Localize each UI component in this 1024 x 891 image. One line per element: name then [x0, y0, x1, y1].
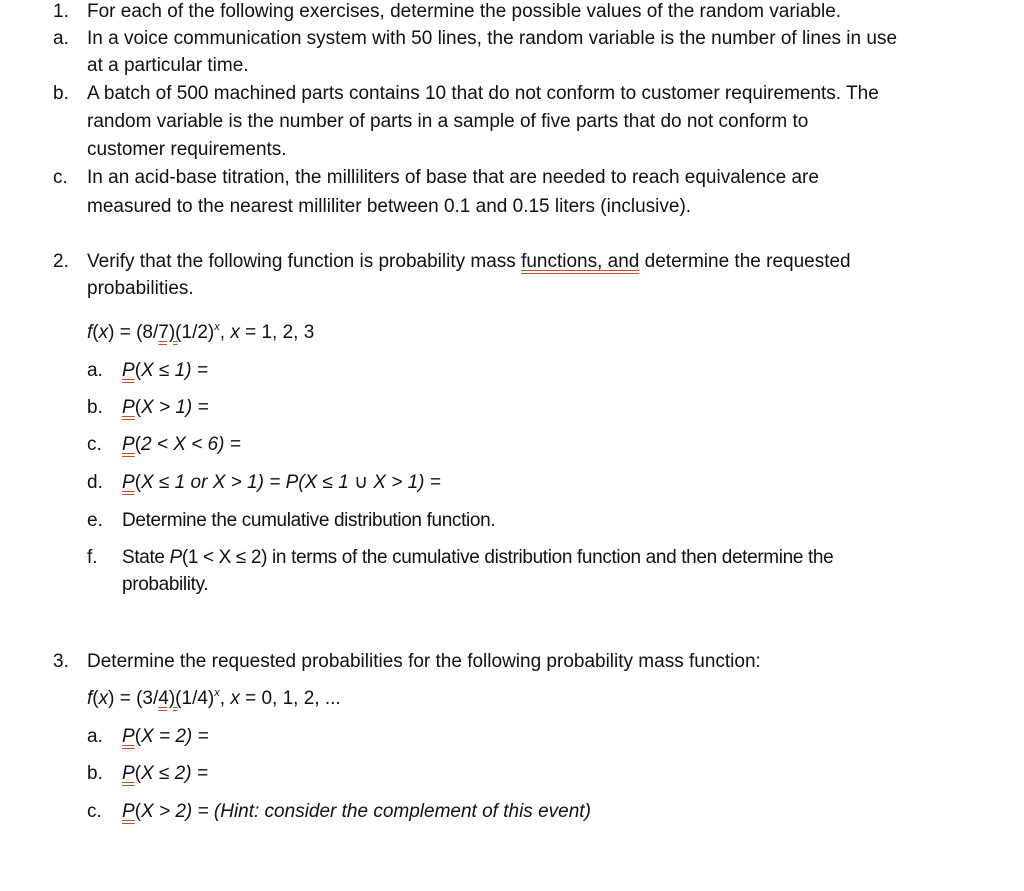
spellcheck-flagged-text: P [122, 726, 135, 747]
item-label: d. [87, 472, 103, 493]
formula-part: X ≤ 2) = [141, 763, 208, 784]
item-label: b. [87, 397, 103, 418]
question-prompt-continued: probabilities. [87, 278, 194, 299]
formula-part: ( [134, 801, 142, 822]
formula-part: 1/4) [181, 688, 215, 709]
item-text-continued: probability. [122, 574, 209, 595]
item-text-part: State [122, 547, 170, 568]
formula-f: f [87, 688, 93, 709]
formula-domain: = 1, 2, 3 [239, 322, 315, 343]
item-expression [122, 472, 441, 494]
spellcheck-flagged-text: functions, and [521, 251, 640, 272]
question-prompt: For each of the following exercises, determine the possible values of the random variable. [87, 1, 842, 22]
formula-exponent: x [214, 687, 220, 699]
formula-var: x [230, 688, 240, 709]
formula-part: ( [134, 397, 142, 418]
question-prompt: Determine the requested probabilities for the following probability mass function: [87, 651, 761, 672]
item-expression [122, 397, 209, 419]
item-label: c. [53, 167, 68, 188]
formula-part: ( [92, 688, 99, 709]
formula-part: 2 < X < 6) = [141, 434, 241, 455]
item-label: e. [87, 510, 103, 531]
formula-part: , [219, 688, 231, 709]
formula-part: X > 1) = [141, 397, 209, 418]
item-text: random variable is the number of parts in a sample of five parts that do not conform to [87, 111, 809, 132]
item-text: at a particular time. [87, 55, 249, 76]
item-expression [122, 726, 209, 748]
item-text: A batch of 500 machined parts contains 10 that do not conform to customer requirements. The [87, 83, 879, 104]
spellcheck-flagged-text: P [122, 397, 135, 418]
formula-part: ) = (8/ [108, 322, 159, 343]
formula-part: X = 2) = [141, 726, 209, 747]
question-number: 1. [53, 1, 69, 22]
item-label: a. [87, 360, 103, 381]
formula-domain: = 0, 1, 2, ... [239, 688, 341, 709]
formula-exponent: x [214, 321, 220, 333]
item-label: b. [53, 83, 69, 104]
formula-part: X > 2) = (Hint: consider the complement of this event) [141, 801, 591, 822]
formula-part: , [219, 322, 231, 343]
formula-part: X ≤ 1) = [141, 360, 208, 381]
item-text [122, 547, 833, 569]
item-text: Determine the cumulative distribution function. [122, 510, 496, 531]
formula-part: ( [134, 360, 142, 381]
item-expression [122, 763, 208, 785]
item-text-part: (1 < X ≤ 2) in terms of the cumulative distribution function and then determine the [181, 547, 834, 568]
item-text: measured to the nearest milliliter between 0.1 and 0.15 liters (inclusive). [87, 196, 692, 217]
prompt-text: determine the requested [639, 251, 851, 272]
formula-part: X ≤ 1 or X > 1) = P(X ≤ 1 ∪ X > 1) = [141, 472, 441, 493]
formula-part: ( [134, 472, 142, 493]
question-prompt [87, 251, 851, 273]
pmf-formula [87, 688, 341, 710]
spellcheck-flagged-text: P [122, 434, 135, 455]
item-text: customer requirements. [87, 139, 287, 160]
formula-part: ) = (3/ [108, 688, 159, 709]
prompt-text: Verify that the following function is probability mass [87, 251, 522, 272]
spellcheck-flagged-text: 4)( [158, 688, 182, 709]
item-label: c. [87, 801, 102, 822]
item-text: In a voice communication system with 50 lines, the random variable is the number of lines in use [87, 28, 898, 49]
spellcheck-flagged-text: P [122, 360, 135, 381]
item-expression [122, 801, 591, 823]
item-expression [122, 360, 208, 382]
item-label: b. [87, 763, 103, 784]
formula-var: x [98, 322, 109, 343]
item-label: a. [53, 28, 69, 49]
question-number: 3. [53, 651, 69, 672]
formula-f: f [87, 322, 93, 343]
question-number: 2. [53, 251, 69, 272]
spellcheck-flagged-text: P [122, 763, 135, 784]
formula-part: ( [134, 434, 142, 455]
item-expression [122, 434, 241, 456]
formula-part: ( [92, 322, 99, 343]
item-text: In an acid-base titration, the milliliters of base that are needed to reach equivalence are [87, 167, 819, 188]
item-label: a. [87, 726, 103, 747]
spellcheck-flagged-text: 7)( [158, 322, 182, 343]
formula-var: x [98, 688, 109, 709]
formula-part: 1/2) [181, 322, 215, 343]
spellcheck-flagged-text: P [122, 472, 135, 493]
pmf-formula [87, 322, 314, 344]
formula-part: ( [134, 726, 142, 747]
formula-part: ( [134, 763, 142, 784]
spellcheck-flagged-text: P [122, 801, 135, 822]
formula-part: P [169, 547, 182, 568]
item-label: c. [87, 434, 102, 455]
item-label: f. [87, 547, 98, 568]
formula-var: x [230, 322, 240, 343]
